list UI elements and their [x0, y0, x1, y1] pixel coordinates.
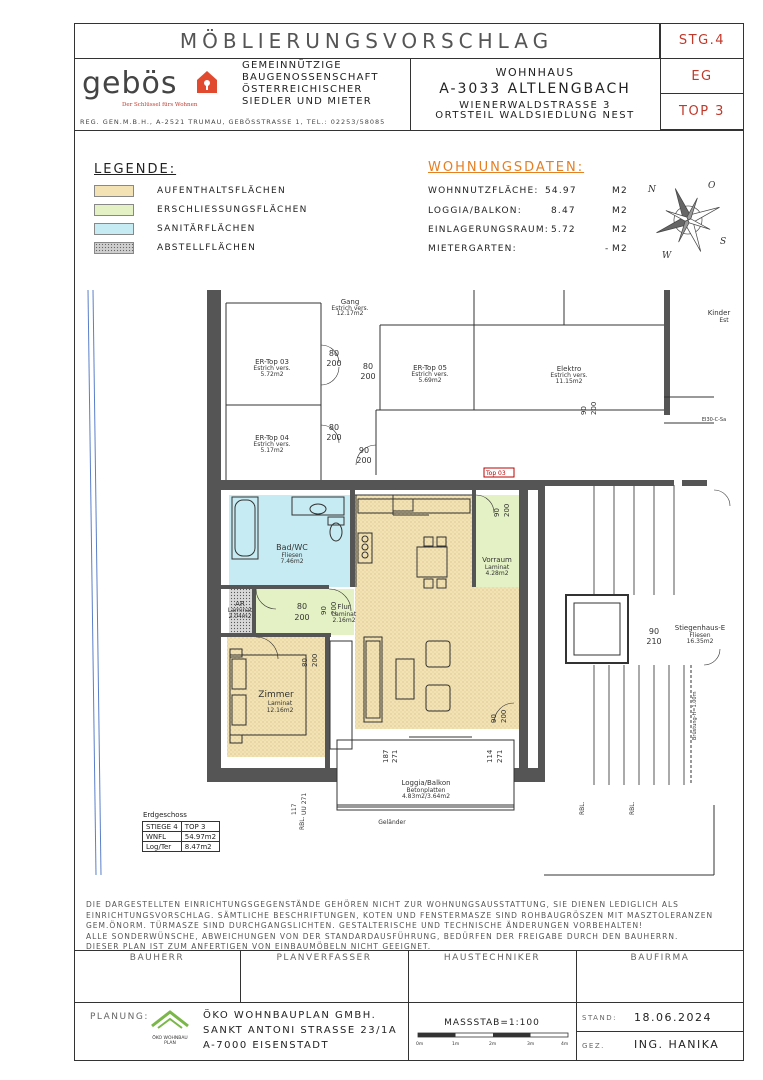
role-baufirma: BAUFIRMA — [630, 953, 690, 963]
logo-slogan: Der Schlüssel fürs Wohnen — [122, 102, 198, 108]
scale-label: MASSSTAB=1:100 — [444, 1018, 540, 1028]
planner-address: ÖKO WOHNBAUPLAN GMBH. SANKT ANTONI STRASSE 23/1A A-7000 EISENSTADT — [203, 1010, 398, 1051]
room-finish: Estrich vers. — [331, 305, 369, 312]
room-area: 16.35m2 — [686, 638, 714, 645]
scale-tick: 2m — [489, 1042, 497, 1047]
bathroom-fill — [229, 495, 351, 587]
door-height: 200 — [503, 503, 511, 517]
door-width: 80 — [328, 423, 340, 432]
room-finish: Estrich vers. — [253, 441, 291, 448]
summary-table — [142, 821, 220, 852]
legend-swatch — [94, 242, 134, 254]
building-city: A-3033 ALTLENGBACH — [439, 81, 631, 97]
data-label: LOGGIA/BALKON: — [428, 206, 522, 216]
room-finish: Betonplatten — [406, 787, 446, 794]
stair-label: STG.4 — [660, 23, 744, 59]
data-unit: M2 — [612, 244, 628, 254]
door-height: 200 — [326, 359, 342, 368]
legend-swatch — [94, 204, 134, 216]
street: WIENERWALDSTRASSE 3 — [459, 100, 611, 111]
scale-tick: 0m — [416, 1042, 424, 1047]
registration-line: REG. GEN.M.B.H., A-2521 TRUMAU, GEBÖSSTRASSE 1, TEL.: 02253/58085 — [80, 118, 386, 126]
data-unit: M2 — [612, 225, 628, 235]
door-width: 90 — [648, 627, 660, 636]
room-area: 4.28m2 — [485, 570, 509, 577]
data-value: 5.72 — [551, 225, 576, 235]
door-width: 80 — [328, 349, 340, 358]
window-height: 271 — [496, 749, 504, 763]
drawn-by-value: ING. HANIKA — [634, 1038, 720, 1051]
scale-tick: 4m — [561, 1042, 569, 1047]
room-finish: Laminat — [484, 564, 510, 571]
room-name: ER-Top 03 — [255, 358, 289, 366]
room-name: Zimmer — [258, 690, 294, 700]
summary-caption: Erdgeschoss — [143, 811, 187, 819]
house-key-icon — [196, 70, 218, 94]
window-width: 114 — [486, 749, 494, 763]
room-finish: Est — [719, 317, 729, 324]
oeko-logo-text: ÖKO WOHNBAU PLAN — [152, 1036, 188, 1046]
org-name: GEMEINNÜTZIGE BAUGENOSSENSCHAFT ÖSTERREICHISCHER SIEDLER UND MIETER — [242, 60, 379, 107]
room-area: 5.69m2 — [418, 377, 442, 384]
door-height: 200 — [360, 372, 376, 381]
legend-swatch — [94, 223, 134, 235]
door-width: 80 — [301, 658, 309, 667]
rbl-label: RBL. — [629, 801, 636, 815]
table-row: Log/Ter 8.47m2 — [143, 842, 220, 852]
drawn-by-label: GEZ. — [582, 1042, 605, 1050]
room-finish: Estrich vers. — [411, 371, 449, 378]
scale-tick: 3m — [527, 1042, 535, 1047]
room-finish: Laminat — [227, 607, 253, 614]
door-height: 200 — [500, 709, 508, 723]
window-height: UU 271 — [301, 792, 308, 815]
door-width: 90 — [490, 714, 498, 723]
kitchen-fill — [355, 495, 476, 587]
rbl-label: RBL. — [579, 801, 586, 815]
scale-tick: 1m — [452, 1042, 460, 1047]
district: ORTSTEIL WALDSIEDLUNG NEST — [435, 110, 635, 121]
door-height: 200 — [294, 613, 310, 622]
compass-s: S — [720, 237, 727, 247]
room-area: 11.15m2 — [555, 378, 583, 385]
room-area: 12.16m2 — [266, 707, 294, 714]
disclaimer: DIE DARGESTELLTEN EINRICHTUNGSGEGENSTÄNDE GEHÖREN NICHT ZUR WOHNUNGSAUSSTATTUNG, SIE DIENEN LEDIGLICH ALS EINRICHTUNGSVORSCHLAG. SÄMTLICHE BESCHRIFTUNGEN, KOTEN UND FENSTERMASZE SIND ROHBAUGRÖSZEN MIT MASZTOLERANZEN GEM.ÖNORM. TÜRMASZE SIND DURCHGANGSLICHTEN. GESTALTERISCHE UND TECHNISCHE ÄNDERUNGEN VORBEHALTEN! ALLE SONDERWÜNSCHE, ABWEICHUNGEN VON DER STANDARDAUSFÜHRUNG, BEDÜRFEN DER FREIGABE DURCH DEN BAUHERRN. DIESER PLAN IST ZUM ANFERTIGEN VON EINBAUMÖBELN NICHT GEEIGNET. — [86, 900, 714, 951]
data-unit: M2 — [612, 186, 628, 196]
page-title: MÖBLIERUNGSVORSCHLAG — [74, 23, 660, 59]
room-name: AR — [235, 600, 245, 608]
floor-label: EG — [660, 59, 744, 94]
room-area: 12.17m2 — [336, 310, 364, 317]
room-area: 5.17m2 — [260, 447, 284, 454]
building-label: WOHNHAUS — [495, 66, 575, 79]
door-width: 90 — [580, 406, 588, 415]
legend-item: SANITÄRFLÄCHEN — [94, 219, 308, 238]
date-value: 18.06.2024 — [634, 1011, 712, 1024]
window-width: 187 — [382, 749, 390, 763]
door-width: 90 — [320, 606, 328, 615]
role-haustechniker: HAUSTECHNIKER — [443, 953, 541, 963]
room-finish: Estrich vers. — [253, 365, 291, 372]
legend-item: ERSCHLIESSUNGSFLÄCHEN — [94, 200, 308, 219]
door-width: 90 — [358, 446, 370, 455]
room-area: 2.16m2 — [332, 617, 356, 624]
room-name: Stiegenhaus-E — [674, 624, 726, 632]
apartment-data-title: WOHNUNGSDATEN: — [428, 160, 585, 175]
door-width: 80 — [362, 362, 374, 371]
legend — [94, 181, 308, 257]
room-name: Bad/WC — [276, 543, 308, 552]
window-height: 271 — [391, 749, 399, 763]
room-finish: Laminat — [267, 700, 293, 707]
role-bauherr: BAUHERR — [129, 953, 185, 963]
table-row: STIEGE 4 TOP 3 — [143, 822, 220, 832]
railing-label: Geländer — [378, 819, 406, 826]
legend-title: LEGENDE: — [94, 162, 177, 177]
room-name: Kinder — [707, 309, 731, 317]
room-name: Elektro — [556, 365, 582, 373]
compass-n: N — [648, 185, 656, 195]
window-width: 117 — [291, 803, 298, 815]
compass-o: O — [708, 181, 716, 191]
role-planverfasser: PLANVERFASSER — [276, 953, 372, 963]
rbl-label: RBL. — [299, 816, 306, 830]
data-label: MIETERGARTEN: — [428, 244, 517, 254]
railing-height-note: Brüstung-H=1.00m — [692, 691, 698, 740]
compass-rose-icon — [646, 178, 730, 262]
room-finish: Fliesen — [281, 552, 303, 559]
door-tag: Top 03 — [486, 470, 506, 477]
gebos-logo — [82, 66, 222, 112]
door-width: 80 — [296, 602, 308, 611]
scale-bar — [416, 1031, 571, 1049]
door-height: 200 — [311, 653, 319, 667]
planung-label: PLANUNG: — [90, 1012, 149, 1022]
ei30-label: EI30-C-Sa — [701, 417, 727, 423]
floor-plan — [74, 285, 744, 885]
data-label: WOHNNUTZFLÄCHE: — [428, 186, 539, 196]
date-label: STAND: — [582, 1014, 617, 1022]
door-height: 200 — [356, 456, 372, 465]
table-row: WNFL 54.97m2 — [143, 832, 220, 842]
legend-swatch — [94, 185, 134, 197]
legend-item: ABSTELLFLÄCHEN — [94, 238, 308, 257]
data-value: 8.47 — [551, 206, 576, 216]
room-area: 5.72m2 — [260, 371, 284, 378]
room-name: ER-Top 05 — [413, 364, 447, 372]
door-height: 210 — [646, 637, 662, 646]
door-height: 200 — [330, 601, 338, 615]
data-value: 54.97 — [545, 186, 577, 196]
door-height: 200 — [326, 433, 342, 442]
room-area: 2.04m2 — [228, 613, 252, 620]
room-name: Gang — [340, 298, 360, 306]
door-height: 200 — [590, 401, 598, 415]
top-label: TOP 3 — [660, 94, 744, 130]
room-finish: Fliesen — [689, 632, 711, 639]
door-width: 90 — [493, 508, 501, 517]
room-finish: Laminat — [331, 611, 357, 618]
legend-item: AUFENTHALTSFLÄCHEN — [94, 181, 308, 200]
room-area: 7.46m2 — [280, 558, 304, 565]
room-name: Flur — [337, 603, 351, 611]
room-name: Loggia/Balkon — [401, 779, 451, 787]
room-finish: Estrich vers. — [550, 372, 588, 379]
logo-wordmark: gebös — [82, 66, 178, 101]
room-name: Vorraum — [482, 556, 512, 564]
room-name: ER-Top 04 — [255, 434, 289, 442]
data-value: - — [605, 244, 610, 254]
data-unit: M2 — [612, 206, 628, 216]
compass-w: W — [662, 251, 672, 261]
room-area: 4.83m2/3.64m2 — [401, 793, 451, 800]
data-label: EINLAGERUNGSRAUM: — [428, 225, 550, 235]
